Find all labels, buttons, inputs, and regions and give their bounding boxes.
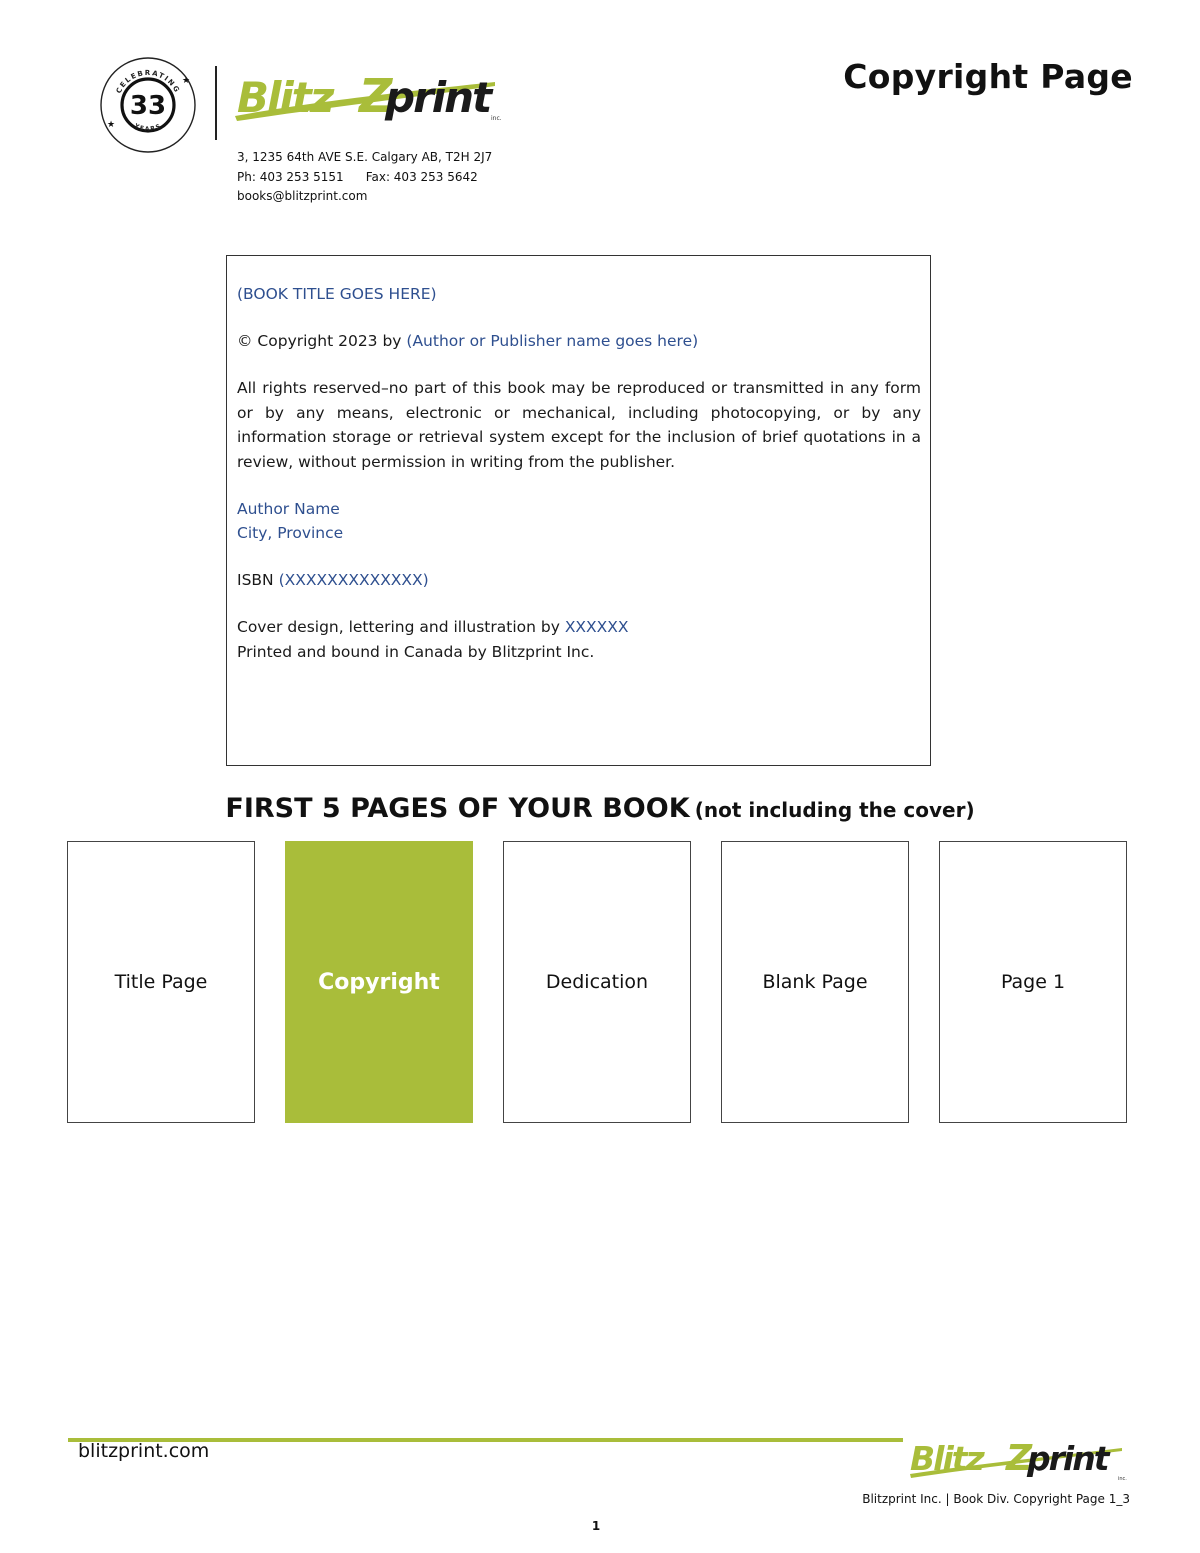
isbn-line: ISBN (XXXXXXXXXXXXX): [237, 571, 429, 589]
svg-text:print: print: [1027, 1439, 1108, 1478]
footer-caption: Blitzprint Inc. | Book Div. Copyright Page 1_3: [862, 1492, 1130, 1506]
page-card-copyright: Copyright: [285, 841, 473, 1123]
page-card-title: Title Page: [67, 841, 255, 1123]
author-block: [237, 497, 921, 546]
svg-text:Blitz: Blitz: [237, 73, 333, 122]
star-icon: ★: [107, 119, 116, 129]
badge-bottom-text: YEARS: [133, 122, 163, 133]
email-address[interactable]: books@blitzprint.com: [237, 189, 368, 203]
fax-number: Fax: 403 253 5642: [365, 169, 478, 184]
rights-statement: All rights reserved–no part of this book may be reproduced or transmitted in any form or by any means, electronic or mechanical, including photocopying, or by any information storage or retrieval system except for the inclusion of brief quotations in a review, without permission in writing from the publisher.: [237, 379, 921, 471]
svg-text:Z: Z: [359, 69, 393, 123]
svg-text:inc.: inc.: [1118, 1476, 1127, 1482]
page-card-blank: Blank Page: [721, 841, 909, 1123]
book-title-placeholder: (BOOK TITLE GOES HERE): [237, 285, 437, 303]
copyright-holder-placeholder: (Author or Publisher name goes here): [406, 332, 699, 350]
svg-text:print: print: [385, 73, 491, 122]
footer-blitzprint-logo: [908, 1436, 1130, 1486]
phone-number: Ph: 403 253 5151: [237, 169, 344, 184]
printed-by-line: Printed and bound in Canada by Blitzprint Inc.: [237, 642, 595, 661]
footer-website[interactable]: blitzprint.com: [78, 1440, 210, 1462]
section-heading-sub: (not including the cover): [694, 798, 975, 822]
address-line: 3, 1235 64th AVE S.E. Calgary AB, T2H 2J7: [237, 150, 493, 164]
author-name-placeholder: Author Name: [237, 499, 340, 518]
page-number: 1: [591, 1519, 601, 1533]
badge-top-text: CELEBRATING: [114, 68, 182, 95]
credits-block: Cover design, lettering and illustration by XXXXXX Printed and bound in Canada by Blitzprint Inc.: [237, 618, 629, 661]
star-icon: ★: [182, 75, 191, 85]
phone-fax-line: [237, 168, 492, 188]
page-card-dedication: Dedication: [503, 841, 691, 1123]
city-province-placeholder: City, Province: [237, 524, 344, 542]
first-five-pages: [67, 841, 1128, 1123]
page-title: Copyright Page: [843, 57, 1133, 96]
svg-text:inc.: inc.: [491, 115, 502, 122]
page-card-page-1: Page 1: [939, 841, 1127, 1123]
copyright-page-sample: [226, 255, 931, 766]
svg-text:Z: Z: [1006, 1438, 1033, 1479]
svg-text:Blitz: Blitz: [910, 1439, 983, 1478]
copyright-line: © Copyright 2023 by (Author or Publisher name goes here): [237, 332, 699, 350]
celebrating-33-years-badge: [98, 55, 198, 155]
section-heading: [0, 793, 1200, 824]
cover-credit-placeholder: XXXXXX: [564, 618, 629, 636]
blitzprint-logo: [233, 64, 508, 136]
badge-number: 33: [129, 91, 167, 121]
company-address: [237, 148, 492, 207]
isbn-placeholder: (XXXXXXXXXXXXX): [278, 571, 429, 589]
header-divider: [215, 66, 217, 140]
section-heading-main: FIRST 5 PAGES OF YOUR BOOK: [225, 793, 690, 824]
